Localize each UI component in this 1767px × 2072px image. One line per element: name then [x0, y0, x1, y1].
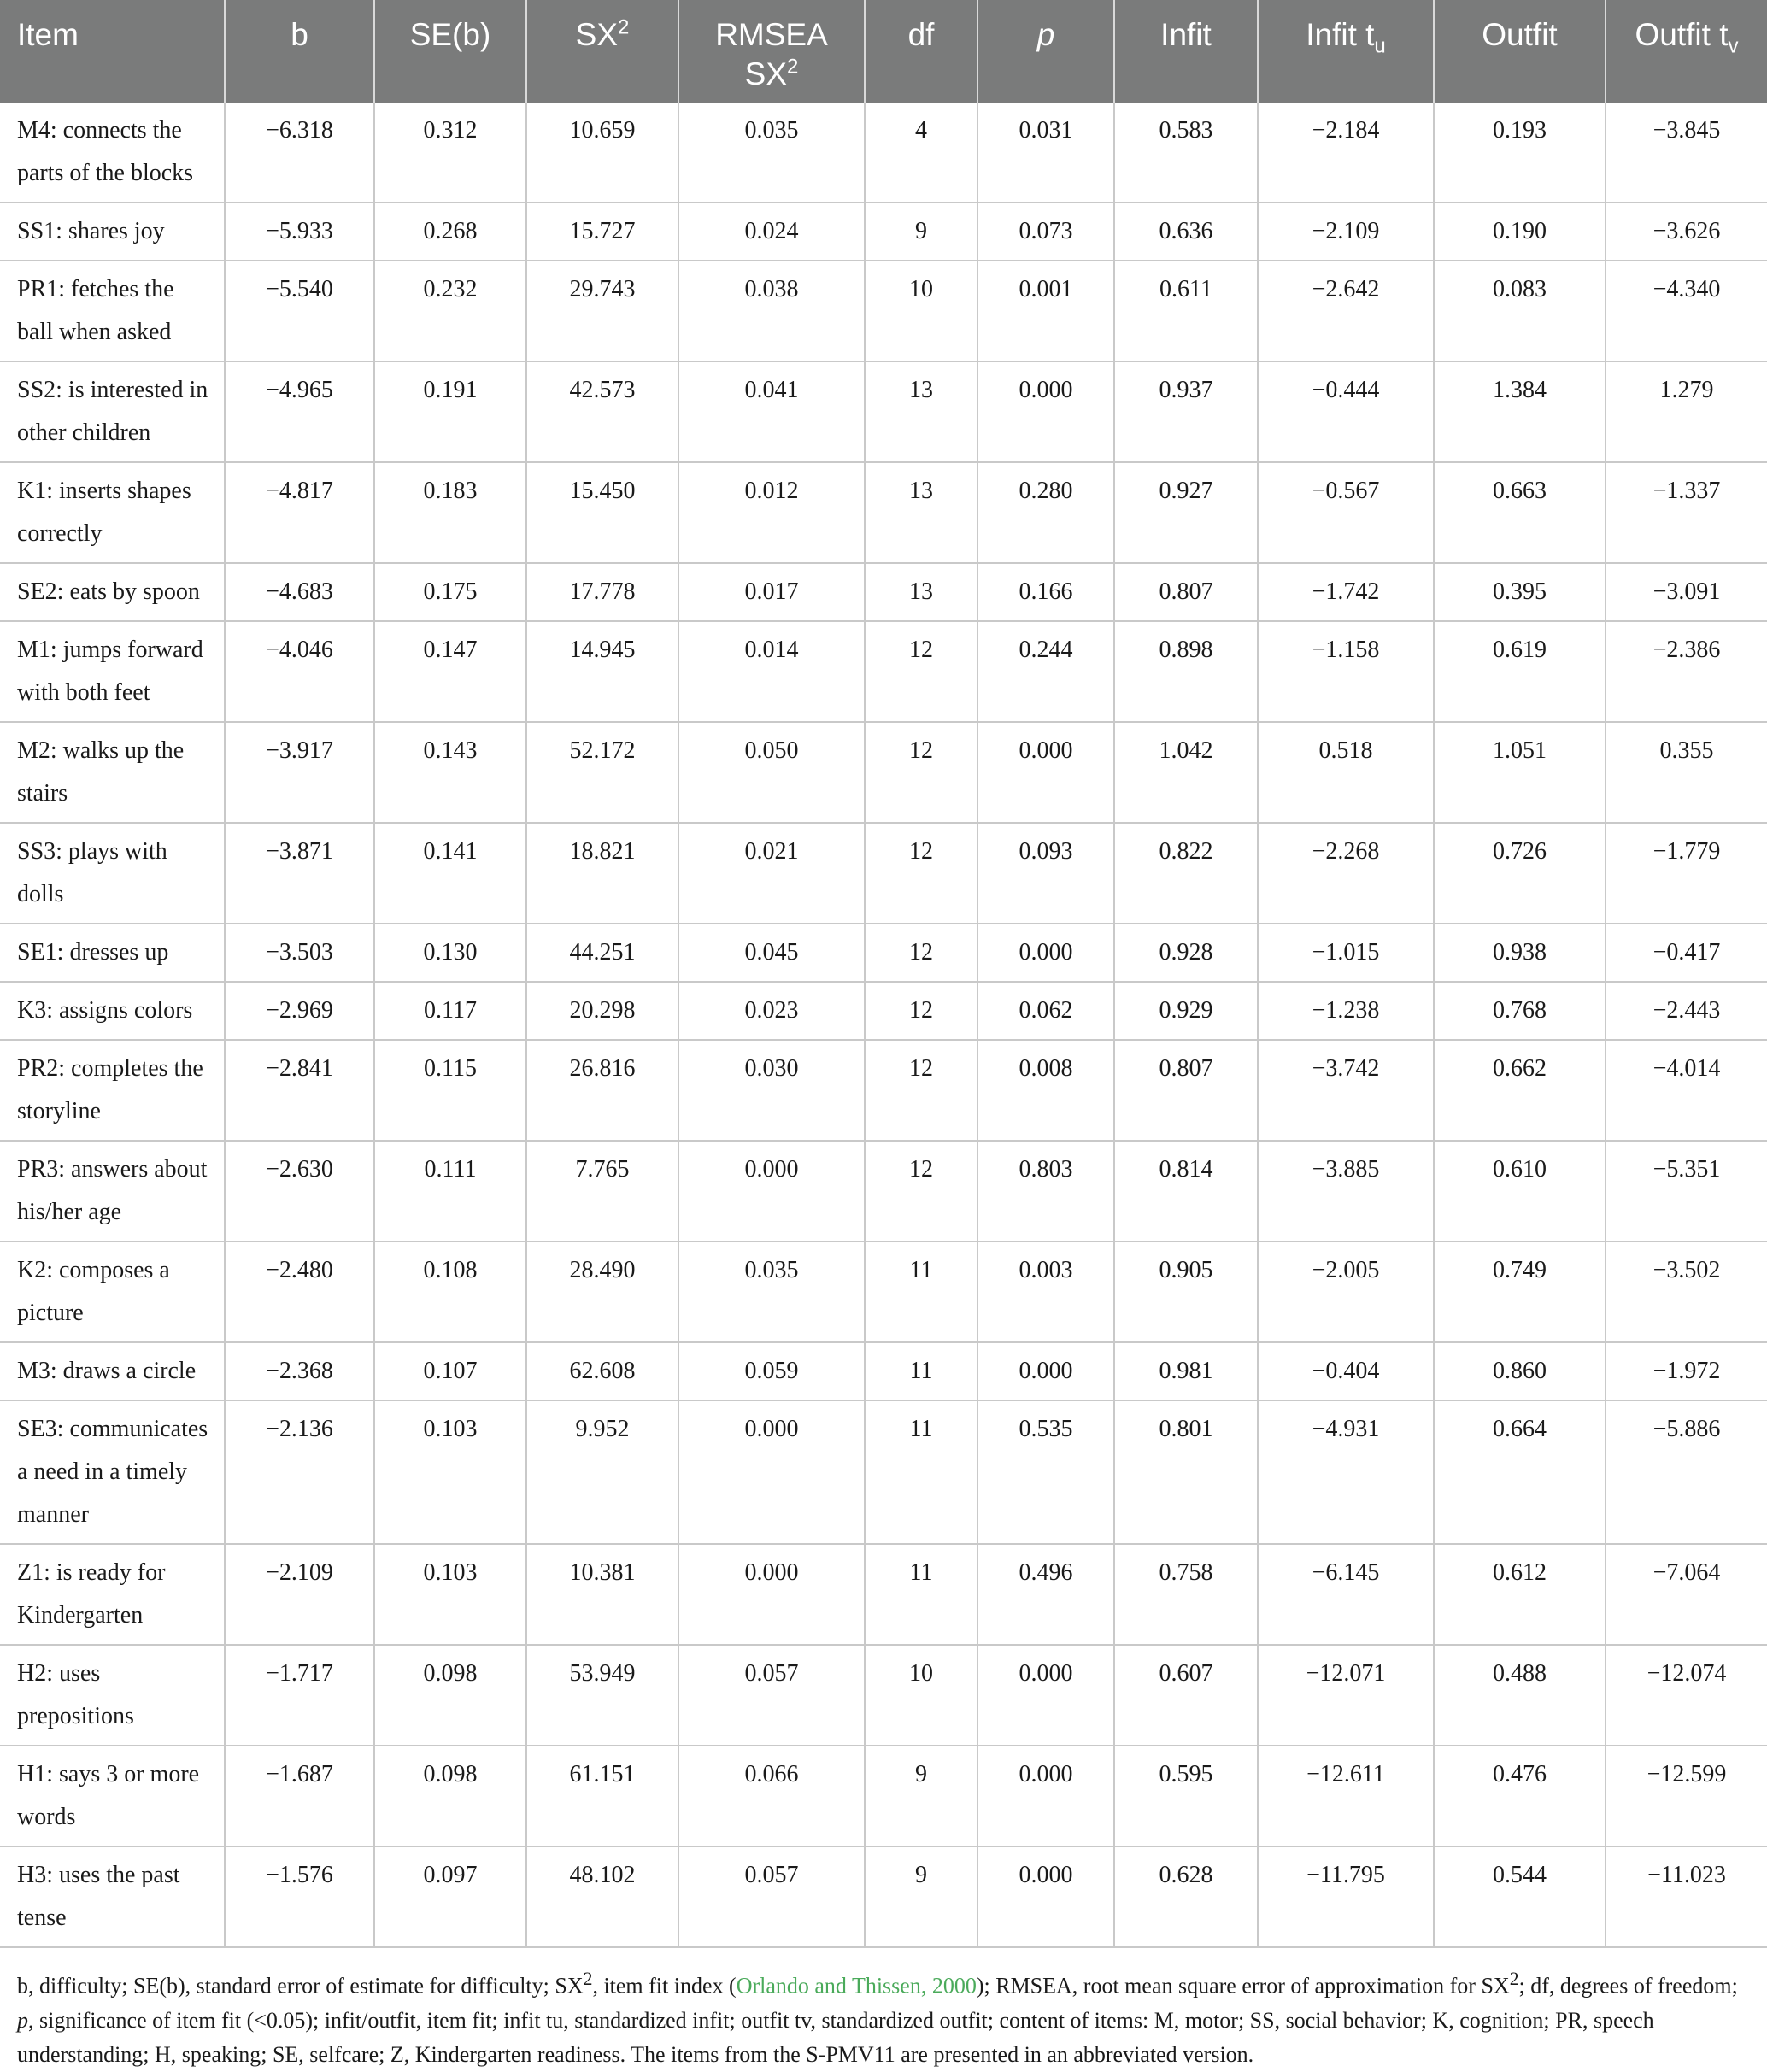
cell-outfit-t: −1.337	[1606, 462, 1767, 563]
cell-infit: 0.928	[1114, 924, 1258, 982]
cell-item: H2: uses prepositions	[0, 1645, 225, 1746]
cell-outfit: 0.083	[1434, 261, 1606, 361]
cell-outfit: 1.051	[1434, 722, 1606, 823]
cell-infit-t: −4.931	[1258, 1400, 1434, 1544]
cell-sx2: 44.251	[526, 924, 678, 982]
table-row	[0, 261, 1767, 361]
cell-infit-t: −12.071	[1258, 1645, 1434, 1746]
table-row	[0, 722, 1767, 823]
cell-outfit: 0.488	[1434, 1645, 1606, 1746]
cell-item: PR1: fetches the ball when asked	[0, 261, 225, 361]
cell-df: 12	[865, 982, 977, 1040]
cell-infit: 0.607	[1114, 1645, 1258, 1746]
cell-seb: 0.141	[374, 823, 526, 924]
cell-sx2: 9.952	[526, 1400, 678, 1544]
cell-infit-t: −1.015	[1258, 924, 1434, 982]
cell-infit-t: −0.444	[1258, 361, 1434, 462]
cell-seb: 0.191	[374, 361, 526, 462]
cell-b: −3.917	[225, 722, 374, 823]
cell-p: 0.803	[977, 1141, 1114, 1241]
cell-seb: 0.097	[374, 1846, 526, 1947]
cell-item: SS3: plays with dolls	[0, 823, 225, 924]
cell-rmsea: 0.057	[678, 1645, 865, 1746]
cell-outfit: 0.193	[1434, 103, 1606, 203]
cell-rmsea: 0.030	[678, 1040, 865, 1141]
cell-sx2: 14.945	[526, 621, 678, 722]
cell-outfit: 0.938	[1434, 924, 1606, 982]
cell-b: −4.817	[225, 462, 374, 563]
table-body	[0, 103, 1767, 1947]
cell-p: 0.535	[977, 1400, 1114, 1544]
cell-item: SE3: communicates a need in a timely manner	[0, 1400, 225, 1544]
cell-outfit: 0.544	[1434, 1846, 1606, 1947]
cell-outfit-t: −3.091	[1606, 563, 1767, 621]
cell-df: 11	[865, 1544, 977, 1645]
table-row	[0, 1040, 1767, 1141]
cell-sx2: 10.659	[526, 103, 678, 203]
cell-outfit-t: −4.014	[1606, 1040, 1767, 1141]
cell-infit: 0.595	[1114, 1746, 1258, 1846]
cell-seb: 0.108	[374, 1241, 526, 1342]
cell-b: −1.687	[225, 1746, 374, 1846]
cell-p: 0.001	[977, 261, 1114, 361]
cell-sx2: 18.821	[526, 823, 678, 924]
table-row	[0, 1400, 1767, 1544]
cell-p: 0.280	[977, 462, 1114, 563]
cell-item: PR3: answers about his/her age	[0, 1141, 225, 1241]
cell-seb: 0.111	[374, 1141, 526, 1241]
cell-item: K3: assigns colors	[0, 982, 225, 1040]
cell-p: 0.031	[977, 103, 1114, 203]
cell-outfit-t: −0.417	[1606, 924, 1767, 982]
table-row	[0, 1645, 1767, 1746]
cell-rmsea: 0.000	[678, 1141, 865, 1241]
cell-infit: 0.981	[1114, 1342, 1258, 1400]
cell-seb: 0.098	[374, 1746, 526, 1846]
cell-b: −2.368	[225, 1342, 374, 1400]
cell-seb: 0.312	[374, 103, 526, 203]
cell-item: Z1: is ready for Kindergarten	[0, 1544, 225, 1645]
cell-b: −2.136	[225, 1400, 374, 1544]
header-sx2: $SX^2$	[526, 0, 678, 103]
cell-p: 0.008	[977, 1040, 1114, 1141]
cell-b: −5.540	[225, 261, 374, 361]
cell-infit-t: −1.158	[1258, 621, 1434, 722]
cell-item: M4: connects the parts of the blocks	[0, 103, 225, 203]
table-row	[0, 1846, 1767, 1947]
cell-seb: 0.147	[374, 621, 526, 722]
cell-rmsea: 0.038	[678, 261, 865, 361]
cell-rmsea: 0.024	[678, 203, 865, 261]
cell-infit-t: −0.404	[1258, 1342, 1434, 1400]
cell-df: 12	[865, 621, 977, 722]
cell-sx2: 42.573	[526, 361, 678, 462]
cell-p: 0.166	[977, 563, 1114, 621]
cell-df: 9	[865, 1846, 977, 1947]
header-se-b: SE(b)	[374, 0, 526, 103]
cell-rmsea: 0.000	[678, 1400, 865, 1544]
cell-df: 12	[865, 1141, 977, 1241]
cell-df: 12	[865, 823, 977, 924]
header-infit-tu: Infit $t_u$	[1258, 0, 1434, 103]
cell-b: −2.480	[225, 1241, 374, 1342]
cell-sx2: 7.765	[526, 1141, 678, 1241]
cell-item: SE2: eats by spoon	[0, 563, 225, 621]
cell-sx2: 52.172	[526, 722, 678, 823]
cell-p: 0.496	[977, 1544, 1114, 1645]
cell-infit-t: −0.567	[1258, 462, 1434, 563]
cell-outfit: 1.384	[1434, 361, 1606, 462]
cell-df: 11	[865, 1342, 977, 1400]
cell-p: 0.000	[977, 1846, 1114, 1947]
cell-b: −3.503	[225, 924, 374, 982]
cell-df: 12	[865, 924, 977, 982]
cell-infit-t: −1.238	[1258, 982, 1434, 1040]
cell-seb: 0.175	[374, 563, 526, 621]
header-rmsea: RMSEA $SX^2$	[678, 0, 865, 103]
cell-p: 0.000	[977, 361, 1114, 462]
cell-infit: 0.929	[1114, 982, 1258, 1040]
cell-outfit: 0.663	[1434, 462, 1606, 563]
cell-sx2: 20.298	[526, 982, 678, 1040]
cell-seb: 0.117	[374, 982, 526, 1040]
cell-b: −1.576	[225, 1846, 374, 1947]
cell-p: 0.000	[977, 1746, 1114, 1846]
cell-rmsea: 0.057	[678, 1846, 865, 1947]
cell-p: 0.093	[977, 823, 1114, 924]
cell-df: 13	[865, 361, 977, 462]
cell-infit: 0.905	[1114, 1241, 1258, 1342]
cell-sx2: 48.102	[526, 1846, 678, 1947]
cell-infit-t: −6.145	[1258, 1544, 1434, 1645]
cell-rmsea: 0.023	[678, 982, 865, 1040]
table-row	[0, 462, 1767, 563]
cell-rmsea: 0.050	[678, 722, 865, 823]
cell-df: 4	[865, 103, 977, 203]
table-header	[0, 0, 1767, 103]
cell-infit: 0.801	[1114, 1400, 1258, 1544]
cell-item: SS1: shares joy	[0, 203, 225, 261]
cell-item: H3: uses the past tense	[0, 1846, 225, 1947]
cell-outfit-t: −5.886	[1606, 1400, 1767, 1544]
cell-rmsea: 0.000	[678, 1544, 865, 1645]
cell-item: H1: says 3 or more words	[0, 1746, 225, 1846]
cell-infit-t: −2.642	[1258, 261, 1434, 361]
cell-outfit-t: −3.845	[1606, 103, 1767, 203]
cell-df: 9	[865, 1746, 977, 1846]
cell-outfit-t: −11.023	[1606, 1846, 1767, 1947]
cell-item: K2: composes a picture	[0, 1241, 225, 1342]
cell-outfit-t: 0.355	[1606, 722, 1767, 823]
cell-infit: 0.898	[1114, 621, 1258, 722]
cell-rmsea: 0.059	[678, 1342, 865, 1400]
cell-item: SE1: dresses up	[0, 924, 225, 982]
cell-p: 0.000	[977, 924, 1114, 982]
cell-p: 0.003	[977, 1241, 1114, 1342]
cell-df: 10	[865, 261, 977, 361]
table-row	[0, 621, 1767, 722]
cell-seb: 0.130	[374, 924, 526, 982]
cell-rmsea: 0.021	[678, 823, 865, 924]
cell-rmsea: 0.012	[678, 462, 865, 563]
cell-seb: 0.268	[374, 203, 526, 261]
cell-df: 12	[865, 1040, 977, 1141]
header-outfit: Outfit	[1434, 0, 1606, 103]
cell-infit-t: −3.742	[1258, 1040, 1434, 1141]
cell-df: 13	[865, 462, 977, 563]
header-p: p	[977, 0, 1114, 103]
cell-outfit-t: −7.064	[1606, 1544, 1767, 1645]
cell-rmsea: 0.041	[678, 361, 865, 462]
cell-b: −3.871	[225, 823, 374, 924]
cell-seb: 0.115	[374, 1040, 526, 1141]
cell-b: −2.969	[225, 982, 374, 1040]
cell-seb: 0.183	[374, 462, 526, 563]
cell-sx2: 62.608	[526, 1342, 678, 1400]
cell-infit: 0.611	[1114, 261, 1258, 361]
cell-rmsea: 0.014	[678, 621, 865, 722]
cell-outfit-t: −4.340	[1606, 261, 1767, 361]
cell-p: 0.062	[977, 982, 1114, 1040]
cell-sx2: 17.778	[526, 563, 678, 621]
table-row	[0, 203, 1767, 261]
cell-infit: 0.937	[1114, 361, 1258, 462]
cell-rmsea: 0.017	[678, 563, 865, 621]
table-footnote: b, difficulty; SE(b), standard error of estimate for difficulty; $SX^2$, item fit index (Orlando and Thissen, 2000); RMSEA, root mean square error of approximation for $SX^2$; df, degrees of freedom; p, significance of item fit (<0.05); infit/outfit, item fit; infit tu, standardized infit; outfit tv, standardized outfit; content of items: M, motor; SS, social behavior; K, cognition; PR, speech understanding; H, speaking; SE, selfcare; Z, Kindergarten readiness. The items from the S-PMV11 are presented in an abbreviated version.	[17, 1969, 1738, 2067]
table-row	[0, 1746, 1767, 1846]
cell-outfit: 0.726	[1434, 823, 1606, 924]
cell-infit: 0.927	[1114, 462, 1258, 563]
table-row	[0, 563, 1767, 621]
cell-infit: 0.758	[1114, 1544, 1258, 1645]
cell-outfit: 0.619	[1434, 621, 1606, 722]
header-b: b	[225, 0, 374, 103]
cell-sx2: 61.151	[526, 1746, 678, 1846]
cell-b: −2.841	[225, 1040, 374, 1141]
cell-outfit: 0.610	[1434, 1141, 1606, 1241]
cell-p: 0.073	[977, 203, 1114, 261]
cell-b: −4.683	[225, 563, 374, 621]
table-row	[0, 823, 1767, 924]
cell-sx2: 15.727	[526, 203, 678, 261]
header-item: Item	[0, 0, 225, 103]
cell-sx2: 28.490	[526, 1241, 678, 1342]
cell-item: M1: jumps forward with both feet	[0, 621, 225, 722]
cell-outfit: 0.860	[1434, 1342, 1606, 1400]
table-row	[0, 1342, 1767, 1400]
cell-p: 0.000	[977, 1342, 1114, 1400]
cell-sx2: 29.743	[526, 261, 678, 361]
table-row	[0, 982, 1767, 1040]
citation-link[interactable]: Orlando and Thissen, 2000	[736, 1973, 977, 1999]
cell-infit-t: −2.268	[1258, 823, 1434, 924]
cell-infit: 0.583	[1114, 103, 1258, 203]
cell-rmsea: 0.035	[678, 1241, 865, 1342]
cell-df: 11	[865, 1400, 977, 1544]
cell-seb: 0.098	[374, 1645, 526, 1746]
cell-b: −6.318	[225, 103, 374, 203]
cell-b: −2.109	[225, 1544, 374, 1645]
header-infit: Infit	[1114, 0, 1258, 103]
cell-b: −5.933	[225, 203, 374, 261]
cell-df: 13	[865, 563, 977, 621]
cell-b: −1.717	[225, 1645, 374, 1746]
table-row	[0, 103, 1767, 203]
cell-infit: 0.822	[1114, 823, 1258, 924]
cell-b: −4.046	[225, 621, 374, 722]
cell-rmsea: 0.045	[678, 924, 865, 982]
cell-infit: 0.807	[1114, 1040, 1258, 1141]
cell-infit-t: 0.518	[1258, 722, 1434, 823]
cell-outfit: 0.476	[1434, 1746, 1606, 1846]
cell-outfit-t: −3.626	[1606, 203, 1767, 261]
cell-seb: 0.143	[374, 722, 526, 823]
cell-outfit-t: −1.972	[1606, 1342, 1767, 1400]
cell-infit-t: −2.005	[1258, 1241, 1434, 1342]
cell-infit-t: −11.795	[1258, 1846, 1434, 1947]
cell-infit-t: −3.885	[1258, 1141, 1434, 1241]
cell-seb: 0.107	[374, 1342, 526, 1400]
cell-outfit: 0.662	[1434, 1040, 1606, 1141]
cell-seb: 0.232	[374, 261, 526, 361]
cell-sx2: 26.816	[526, 1040, 678, 1141]
cell-item: K1: inserts shapes correctly	[0, 462, 225, 563]
cell-outfit-t: −2.443	[1606, 982, 1767, 1040]
cell-sx2: 15.450	[526, 462, 678, 563]
cell-rmsea: 0.066	[678, 1746, 865, 1846]
cell-item: PR2: completes the storyline	[0, 1040, 225, 1141]
cell-item: SS2: is interested in other children	[0, 361, 225, 462]
header-outfit-tv: Outfit $t_v$	[1606, 0, 1767, 103]
cell-infit-t: −12.611	[1258, 1746, 1434, 1846]
cell-seb: 0.103	[374, 1544, 526, 1645]
table-row	[0, 1141, 1767, 1241]
cell-outfit: 0.768	[1434, 982, 1606, 1040]
cell-sx2: 10.381	[526, 1544, 678, 1645]
cell-outfit-t: 1.279	[1606, 361, 1767, 462]
cell-outfit: 0.664	[1434, 1400, 1606, 1544]
cell-outfit: 0.612	[1434, 1544, 1606, 1645]
cell-infit: 0.814	[1114, 1141, 1258, 1241]
cell-outfit-t: −1.779	[1606, 823, 1767, 924]
cell-infit: 0.628	[1114, 1846, 1258, 1947]
cell-infit: 0.636	[1114, 203, 1258, 261]
table-row	[0, 1241, 1767, 1342]
cell-outfit: 0.395	[1434, 563, 1606, 621]
cell-infit-t: −1.742	[1258, 563, 1434, 621]
header-df: df	[865, 0, 977, 103]
cell-item: M2: walks up the stairs	[0, 722, 225, 823]
cell-p: 0.000	[977, 722, 1114, 823]
cell-sx2: 53.949	[526, 1645, 678, 1746]
cell-outfit-t: −12.074	[1606, 1645, 1767, 1746]
table-row	[0, 924, 1767, 982]
cell-outfit: 0.749	[1434, 1241, 1606, 1342]
cell-df: 11	[865, 1241, 977, 1342]
cell-p: 0.244	[977, 621, 1114, 722]
cell-infit-t: −2.184	[1258, 103, 1434, 203]
cell-seb: 0.103	[374, 1400, 526, 1544]
cell-df: 10	[865, 1645, 977, 1746]
table-row	[0, 361, 1767, 462]
cell-rmsea: 0.035	[678, 103, 865, 203]
cell-infit-t: −2.109	[1258, 203, 1434, 261]
cell-outfit-t: −3.502	[1606, 1241, 1767, 1342]
cell-infit: 0.807	[1114, 563, 1258, 621]
cell-df: 9	[865, 203, 977, 261]
cell-b: −2.630	[225, 1141, 374, 1241]
table-row	[0, 1544, 1767, 1645]
cell-outfit: 0.190	[1434, 203, 1606, 261]
cell-item: M3: draws a circle	[0, 1342, 225, 1400]
cell-outfit-t: −5.351	[1606, 1141, 1767, 1241]
cell-df: 12	[865, 722, 977, 823]
cell-p: 0.000	[977, 1645, 1114, 1746]
cell-b: −4.965	[225, 361, 374, 462]
cell-outfit-t: −12.599	[1606, 1746, 1767, 1846]
cell-infit: 1.042	[1114, 722, 1258, 823]
cell-outfit-t: −2.386	[1606, 621, 1767, 722]
